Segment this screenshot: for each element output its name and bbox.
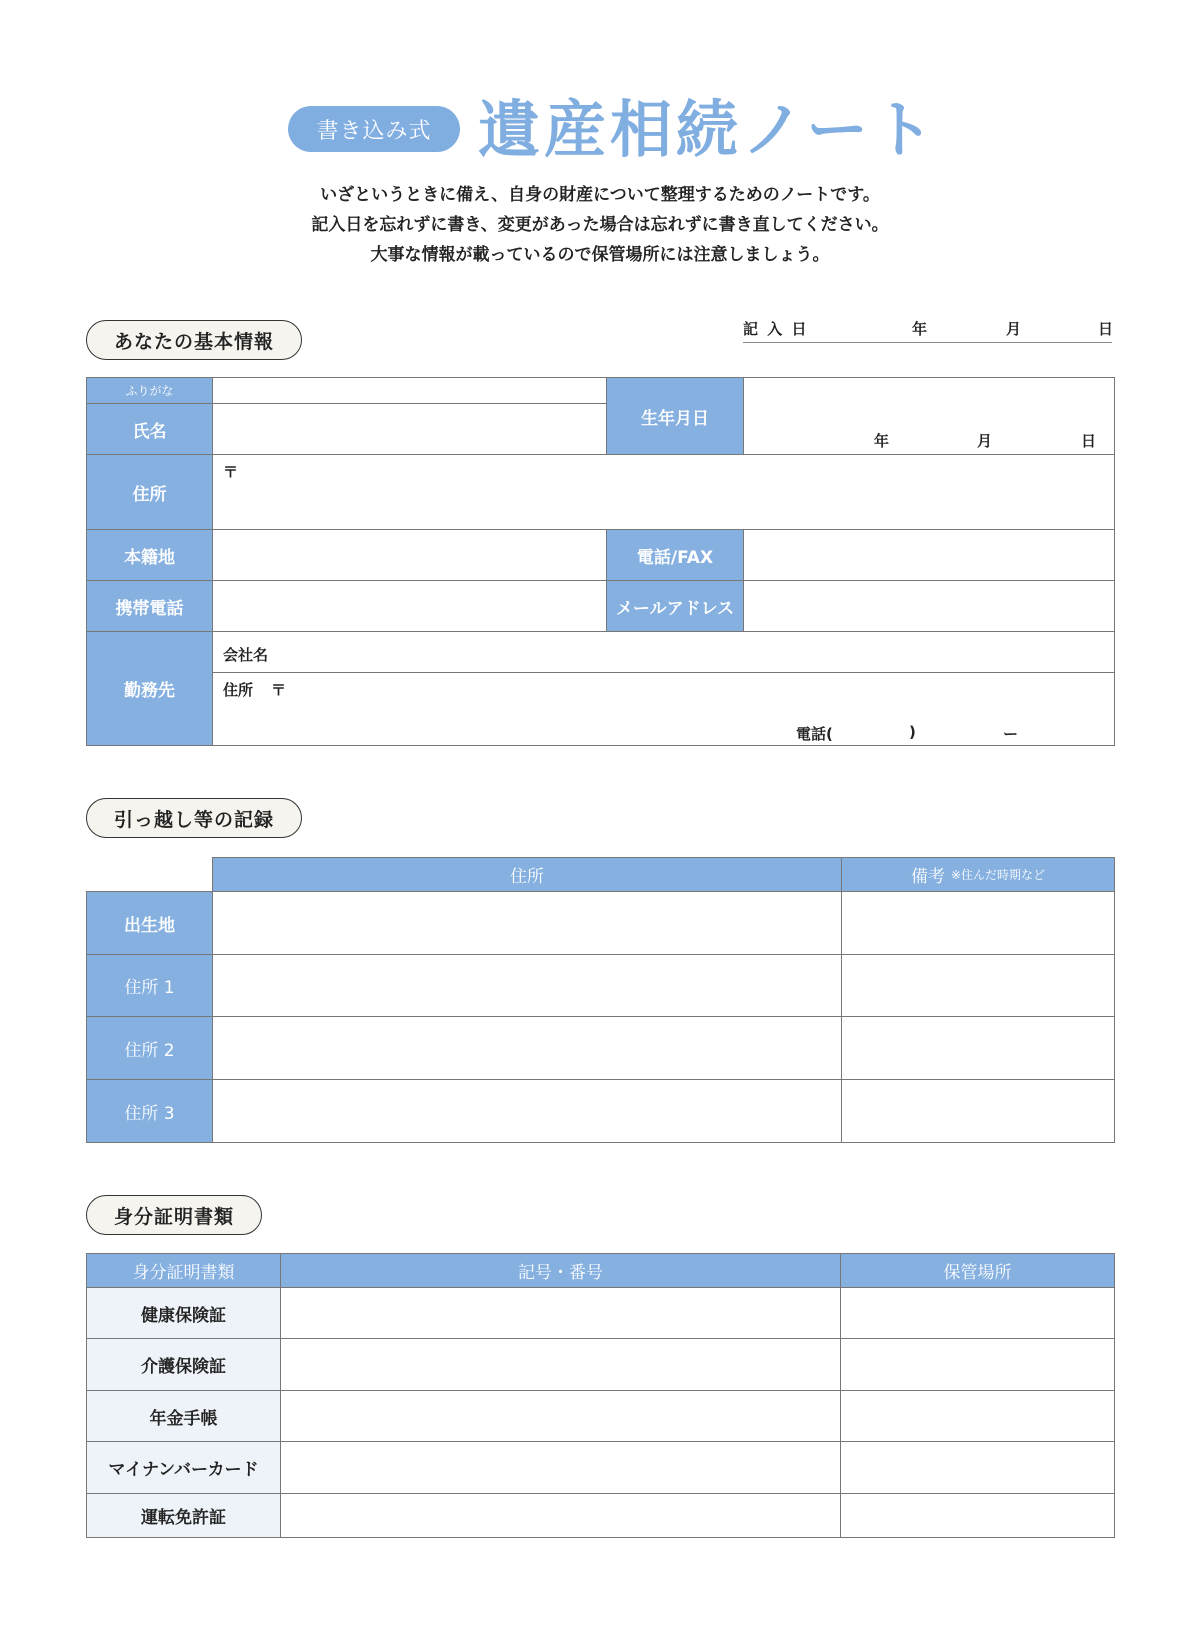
col-header-note xyxy=(841,857,1115,892)
row-label-drivers-license: 運転免許証 xyxy=(86,1493,281,1538)
my-number-card-place-field[interactable] xyxy=(840,1441,1115,1494)
section-title-ids: 身分証明書類 xyxy=(86,1195,262,1235)
label-honseki: 本籍地 xyxy=(86,529,213,581)
address-2-note-field[interactable] xyxy=(841,1016,1115,1080)
pension-book-place-field[interactable] xyxy=(840,1390,1115,1442)
label-birthdate: 生年月日 xyxy=(606,377,744,455)
section-title-basic-info: あなたの基本情報 xyxy=(86,320,302,360)
row-label-care-insurance: 介護保険証 xyxy=(86,1338,281,1391)
furigana-field[interactable] xyxy=(212,377,607,404)
label-phone-fax: 電話/FAX xyxy=(606,529,744,581)
row-label-address-3: 住所 3 xyxy=(86,1079,213,1143)
label-mobile: 携帯電話 xyxy=(86,580,213,632)
intro-line: いざというときに備え、自身の財産について整理するためのノートです。 xyxy=(320,185,880,205)
address-1-note-field[interactable] xyxy=(841,954,1115,1017)
my-number-card-number-field[interactable] xyxy=(280,1441,841,1494)
page-title: 遺産相続ノート xyxy=(478,93,939,166)
drivers-license-place-field[interactable] xyxy=(840,1493,1115,1538)
birth-month-label: 月 xyxy=(977,432,993,450)
drivers-license-number-field[interactable] xyxy=(280,1493,841,1538)
address-3-note-field[interactable] xyxy=(841,1079,1115,1143)
work-address-label: 住所 xyxy=(223,681,254,699)
row-label-health-insurance: 健康保険証 xyxy=(86,1287,281,1339)
col-header-address: 住所 xyxy=(212,857,842,892)
row-label-address-1: 住所 1 xyxy=(86,954,213,1017)
work-postal-mark: 〒 xyxy=(271,681,287,699)
company-name-label: 会社名 xyxy=(223,646,269,664)
honseki-field[interactable] xyxy=(212,529,607,581)
address-3-field[interactable] xyxy=(212,1079,842,1143)
label-workplace: 勤務先 xyxy=(86,631,213,746)
col-header-storage-place: 保管場所 xyxy=(840,1253,1115,1288)
entry-date-line[interactable] xyxy=(743,342,1112,343)
label-address: 住所 xyxy=(86,454,213,530)
postal-mark: 〒 xyxy=(223,463,239,481)
row-label-birthplace: 出生地 xyxy=(86,891,213,955)
entry-date-month: 月 xyxy=(1006,320,1022,338)
col-header-id-number: 記号・番号 xyxy=(280,1253,841,1288)
address-field[interactable] xyxy=(212,454,1115,530)
work-phone-dash: ー xyxy=(1003,725,1019,743)
birthdate-field[interactable] xyxy=(743,377,1115,455)
address-2-field[interactable] xyxy=(212,1016,842,1080)
section-title-moves: 引っ越し等の記録 xyxy=(86,798,302,838)
label-name: 氏名 xyxy=(86,403,213,455)
address-1-field[interactable] xyxy=(212,954,842,1017)
care-insurance-place-field[interactable] xyxy=(840,1338,1115,1391)
health-insurance-number-field[interactable] xyxy=(280,1287,841,1339)
care-insurance-number-field[interactable] xyxy=(280,1338,841,1391)
col-header-id-type: 身分証明書類 xyxy=(86,1253,281,1288)
intro-text xyxy=(200,180,1000,270)
intro-line: 大事な情報が載っているので保管場所には注意しましょう。 xyxy=(370,245,830,265)
work-address-field[interactable] xyxy=(212,672,1115,746)
writing-style-badge: 書き込み式 xyxy=(288,106,460,152)
work-phone-paren-close: ) xyxy=(909,723,916,741)
label-furigana: ふりがな xyxy=(86,377,213,404)
row-label-pension-book: 年金手帳 xyxy=(86,1390,281,1442)
email-field[interactable] xyxy=(743,580,1115,632)
birth-year-label: 年 xyxy=(874,432,890,450)
health-insurance-place-field[interactable] xyxy=(840,1287,1115,1339)
birthplace-note-field[interactable] xyxy=(841,891,1115,955)
name-field[interactable] xyxy=(212,403,607,455)
birthplace-address-field[interactable] xyxy=(212,891,842,955)
col-header-note-sub: ※住んだ時期など xyxy=(950,868,1046,882)
col-header-note-label: 備考 xyxy=(910,867,945,887)
row-label-address-2: 住所 2 xyxy=(86,1016,213,1080)
entry-date-year: 年 xyxy=(912,320,928,338)
phone-fax-field[interactable] xyxy=(743,529,1115,581)
label-email: メールアドレス xyxy=(606,580,744,632)
mobile-field[interactable] xyxy=(212,580,607,632)
birth-day-label: 日 xyxy=(1081,432,1097,450)
company-name-field[interactable] xyxy=(212,631,1115,673)
entry-date-label: 記 入 日 xyxy=(743,320,809,338)
entry-date-day: 日 xyxy=(1098,320,1114,338)
work-phone-label: 電話( xyxy=(796,725,833,743)
row-label-my-number-card: マイナンバーカード xyxy=(86,1441,281,1494)
intro-line: 記入日を忘れずに書き、変更があった場合は忘れずに書き直してください。 xyxy=(311,215,889,235)
pension-book-number-field[interactable] xyxy=(280,1390,841,1442)
